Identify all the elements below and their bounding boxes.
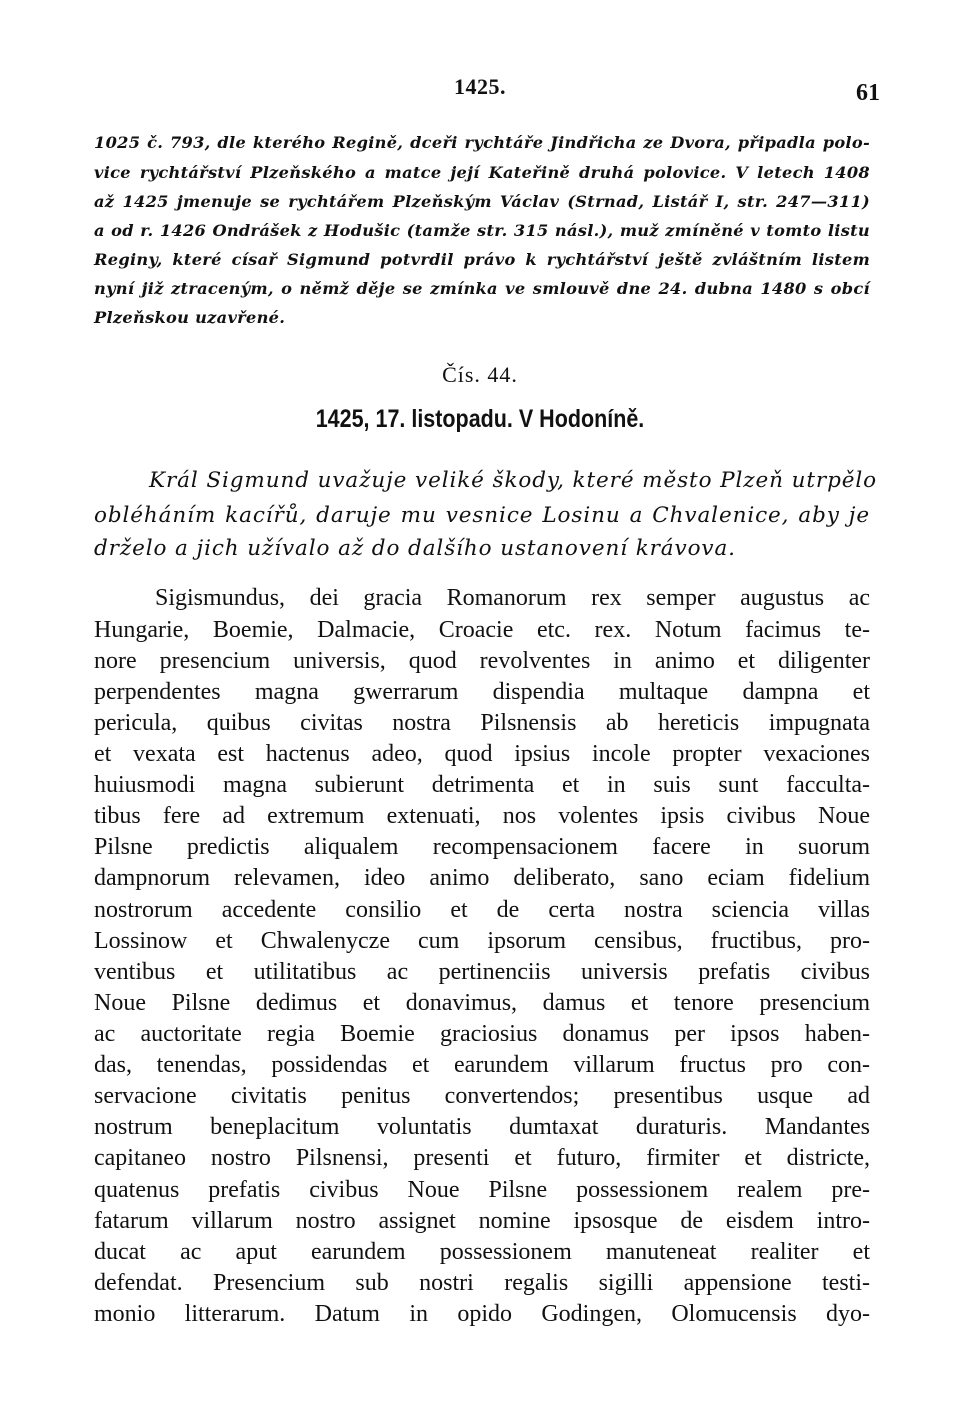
footnote-line: nyní již ztraceným, o němž děje se zmínka ve smlouvě dne 24. dubna 1480 s obcí [94, 279, 870, 298]
footnote-line: Reginy, které císař Sigmund potvrdil právo k rychtářství ještě zvláštním listem [94, 250, 870, 269]
footnote-line: a od r. 1426 Ondrášek z Hodušic (tamže str. 315 násl.), muž zmíněné v tomto listu [94, 221, 870, 240]
body-line: perpendentes magna gwerrarum dispendia multaque dampna et [94, 679, 870, 705]
body-line: Noue Pilsne dedimus et donavimus, damus et tenore presencium [94, 990, 870, 1016]
body-line: Sigismundus, dei gracia Romanorum rex semper augustus ac [155, 585, 870, 611]
summary-line: drželo a jich užívalo až do dalšího ustanovení krávova. [94, 536, 736, 561]
body-line: pericula, quibus civitas nostra Pilsnensis ab hereticis impugnata [94, 710, 870, 736]
body-line: Hungarie, Boemie, Dalmacie, Croacie etc. rex. Notum facimus te- [94, 617, 870, 643]
body-line: defendat. Presencium sub nostri regalis sigilli appensione testi- [94, 1270, 870, 1296]
summary-line: obléháním kacířů, daruje mu vesnice Losinu a Chvalenice, aby je [94, 503, 870, 528]
document-heading: 1425, 17. listopadu. V Hodoníně. [315, 405, 645, 433]
body-line: tibus fere ad extremum extenuati, nos volentes ipsis civibus Noue [94, 803, 870, 829]
footnote-line: vice rychtářství Plzeňského a matce její Kateřině druhá polovice. V letech 1408 [94, 163, 870, 182]
body-line: capitaneo nostro Pilsnensi, presenti et futuro, firmiter et districte, [94, 1145, 870, 1171]
body-line: monio litterarum. Datum in opido Godingen, Olomucensis dyo- [94, 1301, 870, 1327]
body-line: nore presencium universis, quod revolventes in animo et diligenter [94, 648, 870, 674]
body-line: dampnorum relevamen, ideo animo deliberato, sano eciam fidelium [94, 865, 870, 891]
footnote-line: až 1425 jmenuje se rychtářem Plzeňským Václav (Strnad, Listář I, str. 247—311) [94, 192, 870, 211]
summary-line: Král Sigmund uvažuje veliké škody, které město Plzeň utrpělo [149, 468, 877, 493]
body-line: et vexata est hactenus adeo, quod ipsius incole propter vexaciones [94, 741, 870, 767]
body-line: ducat ac aput earundem possessionem manuteneat realiter et [94, 1239, 870, 1265]
body-line: ac auctoritate regia Boemie graciosius donamus per ipsos haben- [94, 1021, 870, 1047]
body-line: Lossinow et Chwalenycze cum ipsorum censibus, fructibus, pro- [94, 928, 870, 954]
body-line: servacione civitatis penitus convertendos; presentibus usque ad [94, 1083, 870, 1109]
body-line: huiusmodi magna subierunt detrimenta et in suis sunt facculta- [94, 772, 870, 798]
footnote-line: Plzeňskou uzavřené. [94, 308, 286, 327]
body-line: das, tenendas, possidendas et earundem villarum fructus pro con- [94, 1052, 870, 1078]
body-line: ventibus et utilitatibus ac pertinenciis universis prefatis civibus [94, 959, 870, 985]
body-line: nostrorum accedente consilio et de certa nostra sciencia villas [94, 897, 870, 923]
body-line: nostrum beneplacitum voluntatis dumtaxat duraturis. Mandantes [94, 1114, 870, 1140]
body-line: quatenus prefatis civibus Noue Pilsne possessionem realem pre- [94, 1177, 870, 1203]
document-number: Čís. 44. [442, 362, 518, 387]
page-number: 61 [856, 80, 880, 106]
body-line: Pilsne predictis aliqualem recompensacionem facere in suorum [94, 834, 870, 860]
footnote-line: 1025 č. 793, dle kterého Regině, dceři rychtáře Jindřicha ze Dvora, připadla polo- [94, 133, 870, 152]
running-head: 1425. [454, 74, 506, 99]
body-line: fatarum villarum nostro assignet nomine ipsosque de eisdem intro- [94, 1208, 870, 1234]
